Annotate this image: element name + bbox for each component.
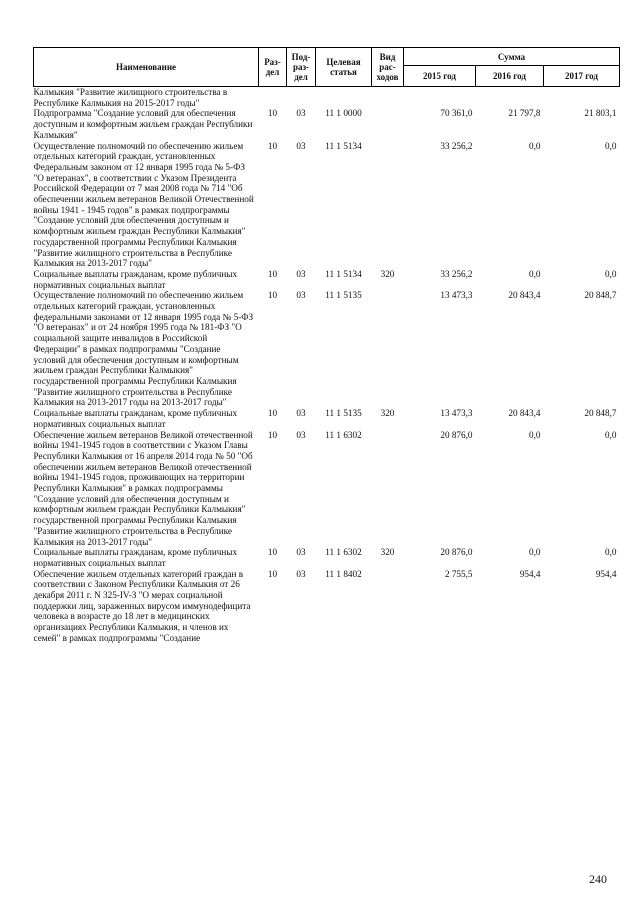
row-2016: 0,0 xyxy=(529,429,541,440)
row-2015: 33 256,2 xyxy=(440,140,473,151)
row-target: 11 1 8402 xyxy=(325,568,362,579)
row-2016: 21 797,8 xyxy=(508,108,541,119)
row-name: Социальные выплаты гражданам, кроме публичных нормативных социальных выплат xyxy=(33,268,238,290)
header-razdel: Раз- дел xyxy=(259,48,287,87)
row-name: Социальные выплаты гражданам, кроме публичных нормативных социальных выплат xyxy=(33,547,238,568)
row-2017: 954,4 xyxy=(595,568,617,579)
row-2017: 0,0 xyxy=(605,429,617,440)
header-vid: Вид рас- ходов xyxy=(372,48,404,87)
table-row xyxy=(34,408,620,429)
row-razdel: 10 xyxy=(267,108,278,119)
row-2015: 20 876,0 xyxy=(440,547,473,558)
table-row xyxy=(34,290,620,408)
row-2017: 0,0 xyxy=(605,268,617,279)
row-target: 11 1 5134 xyxy=(325,268,362,279)
row-vid xyxy=(372,430,404,548)
row-name: Обеспечение жильем отдельных категорий граждан в соответствии с Законом Республики Калмыкия от 26 декабря 2011 г. N 325-IV-З "О мерах социальной поддержки лиц, зараженных вирусом иммунодефицита человека в возрасте до 18 лет в медицинских организациях Республики Калмыкия, и членов их семей" в рамках подпрограммы "Создание xyxy=(33,568,251,643)
row-razdel: 10 xyxy=(267,290,278,301)
row-2017: 21 803,1 xyxy=(584,108,617,119)
table-row xyxy=(34,269,620,290)
row-vid xyxy=(372,108,404,140)
row-vid: 320 xyxy=(380,408,395,419)
row-vid: 320 xyxy=(380,547,395,558)
header-podrazdel: Под- раз- дел xyxy=(287,48,316,87)
row-podrazdel: 03 xyxy=(296,568,306,579)
row-target: 11 1 5134 xyxy=(325,140,362,151)
table-row xyxy=(34,87,620,109)
row-2016: 0,0 xyxy=(529,547,541,558)
page-number: 240 xyxy=(589,872,607,886)
row-razdel: 10 xyxy=(267,568,278,579)
row-2016 xyxy=(476,87,544,109)
row-2015: 13 473,3 xyxy=(440,408,473,419)
row-podrazdel: 03 xyxy=(296,108,306,119)
row-podrazdel: 03 xyxy=(296,547,306,558)
row-vid xyxy=(372,290,404,408)
row-razdel: 10 xyxy=(267,140,278,151)
table-body xyxy=(34,87,620,644)
header-summa: Сумма xyxy=(404,48,620,66)
row-vid: 320 xyxy=(380,268,395,279)
row-razdel: 10 xyxy=(267,268,278,279)
row-vid xyxy=(372,569,404,644)
budget-table xyxy=(33,47,620,644)
row-2015: 13 473,3 xyxy=(440,290,473,301)
header-target: Целевая статья xyxy=(316,48,372,87)
header-2015: 2015 год xyxy=(404,66,476,87)
row-name: Обеспечение жильем ветеранов Великой отечественной войны 1941-1945 годов в соответствии с Указом Главы Республики Калмыкия от 16 апреля 2014 года № 50 "Об обеспечении жильем ветеранов Великой отечественной войны 1941-1945 годов, проживающих на территории Республики Калмыкия" в рамках подпрограммы "Создание условий для обеспечения доступным и комфортным жильем граждан Республики Калмыкия" государственной программы Республики Калмыкия "Развитие жилищного строительства в Республике Калмыкия на 2013-2017 годы" xyxy=(33,429,253,547)
row-target: 11 1 5135 xyxy=(325,408,362,419)
row-2015: 2 755,5 xyxy=(444,568,473,579)
row-2015: 33 256,2 xyxy=(440,268,473,279)
table-row xyxy=(34,108,620,140)
row-podrazdel: 03 xyxy=(296,429,306,440)
row-target: 11 1 6302 xyxy=(325,429,362,440)
budget-table-sheet xyxy=(33,47,619,644)
row-podrazdel xyxy=(287,87,316,109)
row-2016: 0,0 xyxy=(529,268,541,279)
row-2017: 0,0 xyxy=(605,547,617,558)
row-name: Калмыкия "Развитие жилищного строительства в Республике Калмыкия на 2015-2017 годы" xyxy=(33,87,228,108)
header-2016: 2016 год xyxy=(476,66,544,87)
row-razdel xyxy=(259,87,287,109)
row-vid xyxy=(372,141,404,269)
table-row xyxy=(34,547,620,568)
row-2015: 20 876,0 xyxy=(440,429,473,440)
row-2016: 954,4 xyxy=(519,568,541,579)
row-target: 11 1 0000 xyxy=(325,108,362,119)
row-target: 11 1 5135 xyxy=(325,290,362,301)
row-name: Осуществление полномочий по обеспечению жильем отдельных категорий граждан, установленных Федеральным законом от 12 января 1995 года № 5-ФЗ "О ветеранах", в соответствии с Указом Президента Российской Федерации от 7 мая 2008 года № 714 "Об обеспечении жильем ветеранов Великой Отечественной войны 1941 - 1945 годов" в рамках подпрограммы "Создание условий для обеспечения доступным и комфортным жильем граждан Республики Калмыкия" государственной программы Республики Калмыкия "Развитие жилищного строительства в Республике Калмыкия на 2013-2017 годы" xyxy=(33,140,254,269)
row-podrazdel: 03 xyxy=(296,408,306,419)
table-row xyxy=(34,141,620,269)
row-podrazdel: 03 xyxy=(296,290,306,301)
table-row xyxy=(34,430,620,548)
row-target xyxy=(316,87,372,109)
row-2016: 20 843,4 xyxy=(508,290,541,301)
row-podrazdel: 03 xyxy=(296,268,306,279)
row-2017 xyxy=(544,87,620,109)
row-2015: 70 361,0 xyxy=(440,108,473,119)
row-name: Подпрограмма "Создание условий для обеспечения доступным и комфортным жильем граждан Республики Калмыкия" xyxy=(33,108,253,140)
row-name: Осуществление полномочий по обеспечению жильем отдельных категорий граждан, установленных федеральными законами от 12 января 1995 года № 5-ФЗ "О ветеранах" и от 24 ноября 1995 года № 181-ФЗ "О социальной защите инвалидов в Российской Федерации" в рамках подпрограммы "Создание условий для обеспечения доступным и комфортным жильем граждан Республики Калмыкия" государственной программы Республики Калмыкия "Развитие жилищного строительства в Республике Калмыкия на 2013-2017 годы на 2013-2017 годы" xyxy=(33,290,254,408)
row-target: 11 1 6302 xyxy=(325,547,362,558)
row-podrazdel: 03 xyxy=(296,140,306,151)
row-2017: 20 848,7 xyxy=(584,408,617,419)
row-vid xyxy=(372,87,404,109)
row-2017: 20 848,7 xyxy=(584,290,617,301)
row-razdel: 10 xyxy=(267,547,278,558)
header-2017: 2017 год xyxy=(544,66,620,87)
table-row xyxy=(34,569,620,644)
row-2015 xyxy=(404,87,476,109)
row-name: Социальные выплаты гражданам, кроме публичных нормативных социальных выплат xyxy=(33,408,238,429)
row-2016: 20 843,4 xyxy=(508,408,541,419)
row-2016: 0,0 xyxy=(529,140,541,151)
row-razdel: 10 xyxy=(267,408,278,419)
row-razdel: 10 xyxy=(267,429,278,440)
header-name: Наименование xyxy=(34,48,259,87)
row-2017: 0,0 xyxy=(605,140,617,151)
